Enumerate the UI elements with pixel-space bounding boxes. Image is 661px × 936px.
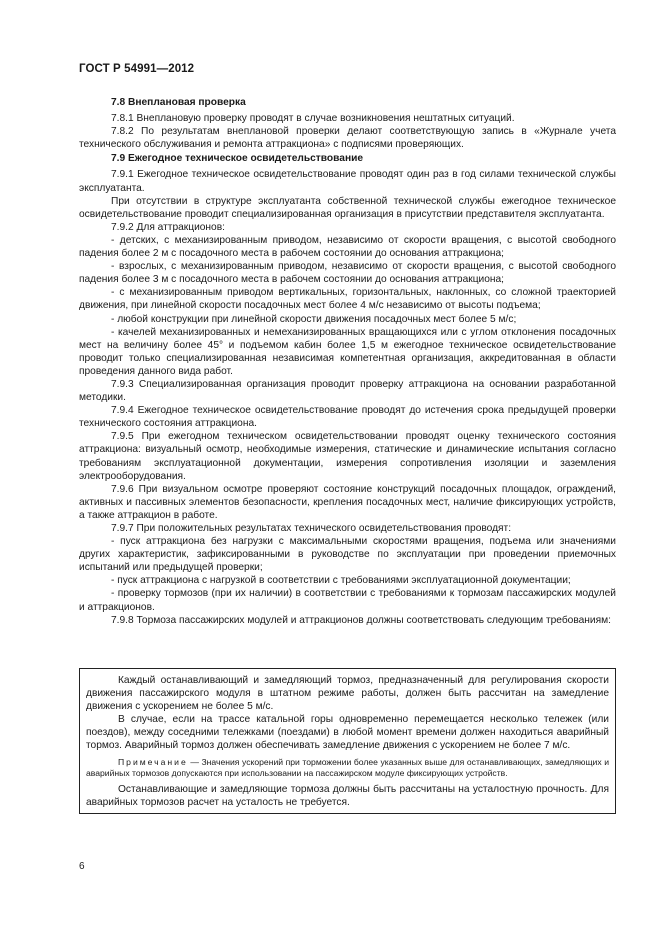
paragraph-7-9-5: 7.9.5 При ежегодном техническом освидетельствовании проводят оценку технического состояния аттракциона: визуальный осмотр, необходимые измерения, статические и динамические испытания согласно требованиям эксплуатационной документации, измерения сопротивления изоляции и заземления электрооборудования. [79,431,616,482]
boxed-paragraph-2: В случае, если на трассе катальной горы одновременно перемещается несколько тележек (или поездов), между соседними тележками (поездами) в любой момент времени должен находиться аварийный тормоз. Аварийный тормоз должен обеспечивать замедление движения с ускорением не более 7 м/с. [86,714,609,752]
document-header: ГОСТ Р 54991—2012 [79,63,195,75]
list-item: - проверку тормозов (при их наличии) в соответствии с требованиями к тормозам пассажирских модулей и аттракционов. [79,588,616,613]
paragraph-7-9-7: 7.9.7 При положительных результатах технического освидетельствования проводят: [111,523,512,534]
paragraph-7-9-3: 7.9.3 Специализированная организация проводит проверку аттракциона на основании разработанной методики. [79,378,616,404]
paragraph-7-9-2: 7.9.2 Для аттракционов: [111,221,225,233]
section-heading-7-8: 7.8 Внеплановая проверка [111,97,246,108]
paragraph-7-8-2: 7.8.2 По результатам внеплановой проверки делают соответствующую запись в «Журнале учета технического обслуживания и ремонта аттракциона» с подписями проверяющих. [79,126,616,151]
paragraph-7-9-1: 7.9.1 Ежегодное техническое освидетельствование проводят один раз в год силами технической службы эксплуатанта. [79,169,616,194]
paragraph-7-9-8: 7.9.8 Тормоза пассажирских модулей и аттракционов должны соответствовать следующим требованиям: [111,614,611,626]
list-item: - пуск аттракциона с нагрузкой в соответствии с требованиями эксплуатационной документации; [111,575,571,587]
boxed-requirements [79,668,616,814]
paragraph-7-9-4: 7.9.4 Ежегодное техническое освидетельствование проводят до истечения срока предыдущей проверки технического состояния аттракциона. [79,405,616,430]
list-item: - детских, с механизированным приводом, независимо от скорости вращения, с высотой свободного падения более 2 м с посадочного места в рабочем состоянии до основания аттракциона; [79,234,616,260]
boxed-paragraph-1: Каждый останавливающий и замедляющий тормоз, предназначенный для регулирования скорости движения пассажирского модуля в штатном режиме работы, должен быть рассчитан на замедление движения с ускорением не более 5 м/с. [86,675,609,713]
paragraph-7-9-6: 7.9.6 При визуальном осмотре проверяют состояние конструкций посадочных площадок, ограждений, активных и пассивных элементов безопасности, крепления посадочных мест, наличие фиксирующих устройств, а также аттракцион в работе. [79,483,616,521]
list-item: - взрослых, с механизированным приводом, независимо от скорости вращения, с высотой свободного падения более 3 м с посадочного места в рабочем состоянии до основания аттракциона; [79,261,616,286]
list-item: - любой конструкции при линейной скорости движения посадочных мест более 5 м/с; [111,313,517,325]
section-heading-7-9: 7.9 Ежегодное техническое освидетельствование [111,153,364,165]
note-text: — Значения ускорений при торможении более указанных выше для останавливающих, замедляющих и аварийных тормозов допускаются при использовании на пассажирском модуле фиксирующих устройств. [86,756,609,778]
page-number: 6 [79,861,85,872]
note [86,757,609,779]
paragraph-7-8-1: 7.8.1 Внеплановую проверку проводят в случае возникновения нештатных ситуаций. [111,113,515,125]
list-item: - с механизированным приводом вертикальных, горизонтальных, наклонных, со сложной траекторией движения, при линейной скорости посадочных мест более 4 м/с независимо от высоты подъема; [79,287,616,312]
document-body [79,96,616,627]
list-item: - качелей механизированных и немеханизированных вращающихся или с углом отклонения посадочных мест на величину более 45° и подъемом кабин более 1,5 м ежегодное техническое освидетельствование проводит только специализированная независимая компетентная организация, аккредитованная в области проведения данного вида работ. [79,326,616,377]
boxed-paragraph-3: Останавливающие и замедляющие тормоза должны быть рассчитаны на усталостную прочность. Для аварийных тормозов расчет на усталость не требуется. [86,783,609,809]
note-label: Примечание [118,756,188,767]
paragraph-7-9-1-cont: При отсутствии в структуре эксплуатанта собственной технической службы ежегодное техническое освидетельствование проводит специализированная организация в присутствии представителя эксплуатанта. [79,195,616,220]
list-item: - пуск аттракциона без нагрузки с максимальными скоростями вращения, подъема или значениями других характеристик, зафиксированными в руководстве по эксплуатации при проведении приемочных испытаний или предыдущей проверки; [79,536,616,574]
